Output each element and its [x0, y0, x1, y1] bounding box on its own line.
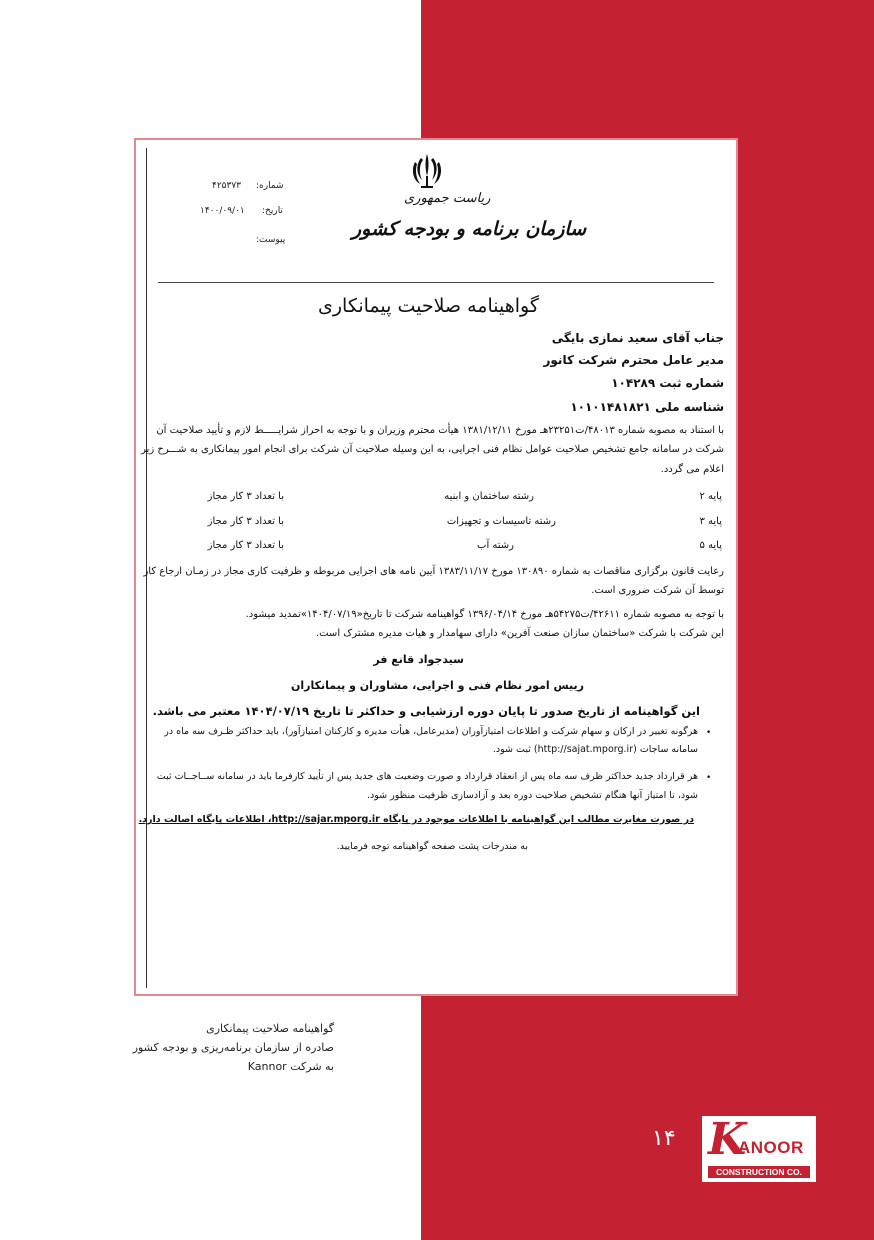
grade-1-capacity: با تعداد ۳ کار مجاز: [207, 491, 284, 502]
org-name: سازمان برنامه و بودجه کشور: [352, 218, 587, 240]
addressee: جناب آقای سعید نمازی بایگی: [551, 331, 724, 345]
logo-subtitle: CONSTRUCTION CO.: [708, 1166, 810, 1178]
signer-title: رییس امور نظام فنی و اجرایی، مشاوران و پیمانکاران: [291, 679, 584, 692]
bullet-1-line-1: هرگونه تغییر در ارکان و سهام شرکت و اطلاعات امتیازآوران (مدیرعامل، هیأت مدیره و کارکنان امتیازآور)، باید حداکثر ظـرف سه ماه در: [164, 726, 698, 737]
number-label: شماره:: [256, 181, 284, 191]
bullet-2-line-1: هر قرارداد جدید حداکثر ظرف سه ماه پس از انعقاد قرارداد و صورت وضعیت های جدید پس از تأیید کارفرما باید در سامانه ســاجــات ثبت: [156, 771, 698, 782]
caption-line-2: صادره از سازمان برنامه‌ریزی و بودجه کشور: [132, 1041, 334, 1054]
bullet-1-line-2: سامانه ساجات (http://sajat.mporg.ir) ثبت شود.: [492, 744, 698, 755]
grade-3-field: رشته آب: [477, 540, 514, 551]
grade-1-level: پایه ۲: [699, 491, 722, 502]
kanoor-logo: [702, 1116, 816, 1182]
discrepancy-note: در صورت مغایرت مطالب این گواهینامه با اطلاعات موجود در پایگاه http://sajar.mporg.ir، اطلاعات پایگاه اصالت دارد.: [138, 814, 694, 825]
logo-mark: K: [708, 1114, 747, 1165]
logo-word: ANOOR: [738, 1138, 804, 1157]
shareholders-note: این شرکت با شرکت «ساختمان سازان صنعت آفرین» دارای سهامدار و هیات مدیره مشترک است.: [315, 628, 724, 639]
grade-2-capacity: با تعداد ۳ کار مجاز: [207, 516, 284, 527]
intro-line-1: با استناد به مصوبه شماره ۴۸۰۱۳/ت۲۳۲۵۱هـ مورخ ۱۳۸۱/۱۲/۱۱ هیأت محترم وزیران و با توجه به احراز شرایـــــط لازم و تأیید صلاحیت آن: [156, 425, 724, 436]
grade-2-field: رشته تاسیسات و تجهیزات: [446, 516, 556, 527]
back-note: به مندرجات پشت صفحه گواهینامه توجه فرمایید.: [336, 841, 528, 852]
national-id: شناسه ملی ۱۰۱۰۱۴۸۱۸۲۱: [570, 400, 724, 414]
attachment-label: پیوست:: [256, 235, 286, 245]
compliance-line-1: رعایت قانون برگزاری مناقصات به شماره ۱۳۰۸۹۰ مورخ ۱۳۸۳/۱۱/۱۷ آیین نامه های اجرایی مربوطه و ظرفیت کاری مجاز در زمـان ارجاع کار: [143, 566, 724, 577]
date-value: ۱۴۰۰/۰۹/۰۱: [200, 206, 245, 216]
date-label: تاریخ:: [262, 206, 283, 216]
page-number: ۱۴: [652, 1126, 676, 1151]
intro-line-3: اعلام می گردد.: [660, 464, 724, 475]
iran-emblem-icon: [410, 152, 444, 192]
bullet-dot-1: •: [706, 728, 712, 738]
grade-3-capacity: با تعداد ۳ کار مجاز: [207, 540, 284, 551]
grade-1-field: رشته ساختمان و ابنیه: [444, 491, 534, 502]
extension-note: با توجه به مصوبه شماره ۴۲۶۱۱/ت۵۴۲۷۵هـ مورخ ۱۳۹۶/۰۴/۱۴ گواهینامه شرکت تا تاریخ«۱۴۰۴/۰۷/۱۹»تمدید میشود.: [245, 609, 724, 620]
grade-2-level: پایه ۳: [699, 516, 722, 527]
header-divider: [158, 282, 714, 283]
caption-line-1: گواهینامه صلاحیت پیمانکاری: [206, 1022, 334, 1035]
bullet-2-line-2: شود، تا امتیاز آنها هنگام تشخیص صلاحیت دوره بعد و آزادسازی ظرفیت منظور شود.: [367, 790, 698, 801]
addressee-position: مدیر عامل محترم شرکت کانور: [543, 353, 724, 367]
grade-3-level: پایه ۵: [699, 540, 722, 551]
number-value: ۴۲۵۳۷۳: [212, 181, 242, 191]
signer-name: سیدجواد قانع فر: [373, 653, 464, 666]
registration-number: شماره ثبت ۱۰۴۲۸۹: [611, 376, 724, 390]
validity-statement: این گواهینامه از تاریخ صدور تا پایان دوره ارزشیابی و حداکثر تا تاریخ ۱۴۰۴/۰۷/۱۹ معتبر می باشد.: [152, 704, 700, 718]
intro-line-2: شرکت در سامانه جامع تشخیص صلاحیت عوامل نظام فنی اجرایی، به این وسیله صلاحیت آن شرکت برای انجام امور پیمانکاری به شـــرح زیر: [141, 444, 724, 455]
compliance-line-2: توسط آن شرکت ضروری است.: [591, 585, 724, 596]
org-top-line: ریاست جمهوری: [404, 191, 491, 206]
certificate-title: گواهینامه صلاحیت پیمانکاری: [318, 295, 539, 317]
bullet-dot-2: •: [706, 773, 712, 783]
caption-line-3: به شرکت Kannor: [247, 1060, 334, 1073]
